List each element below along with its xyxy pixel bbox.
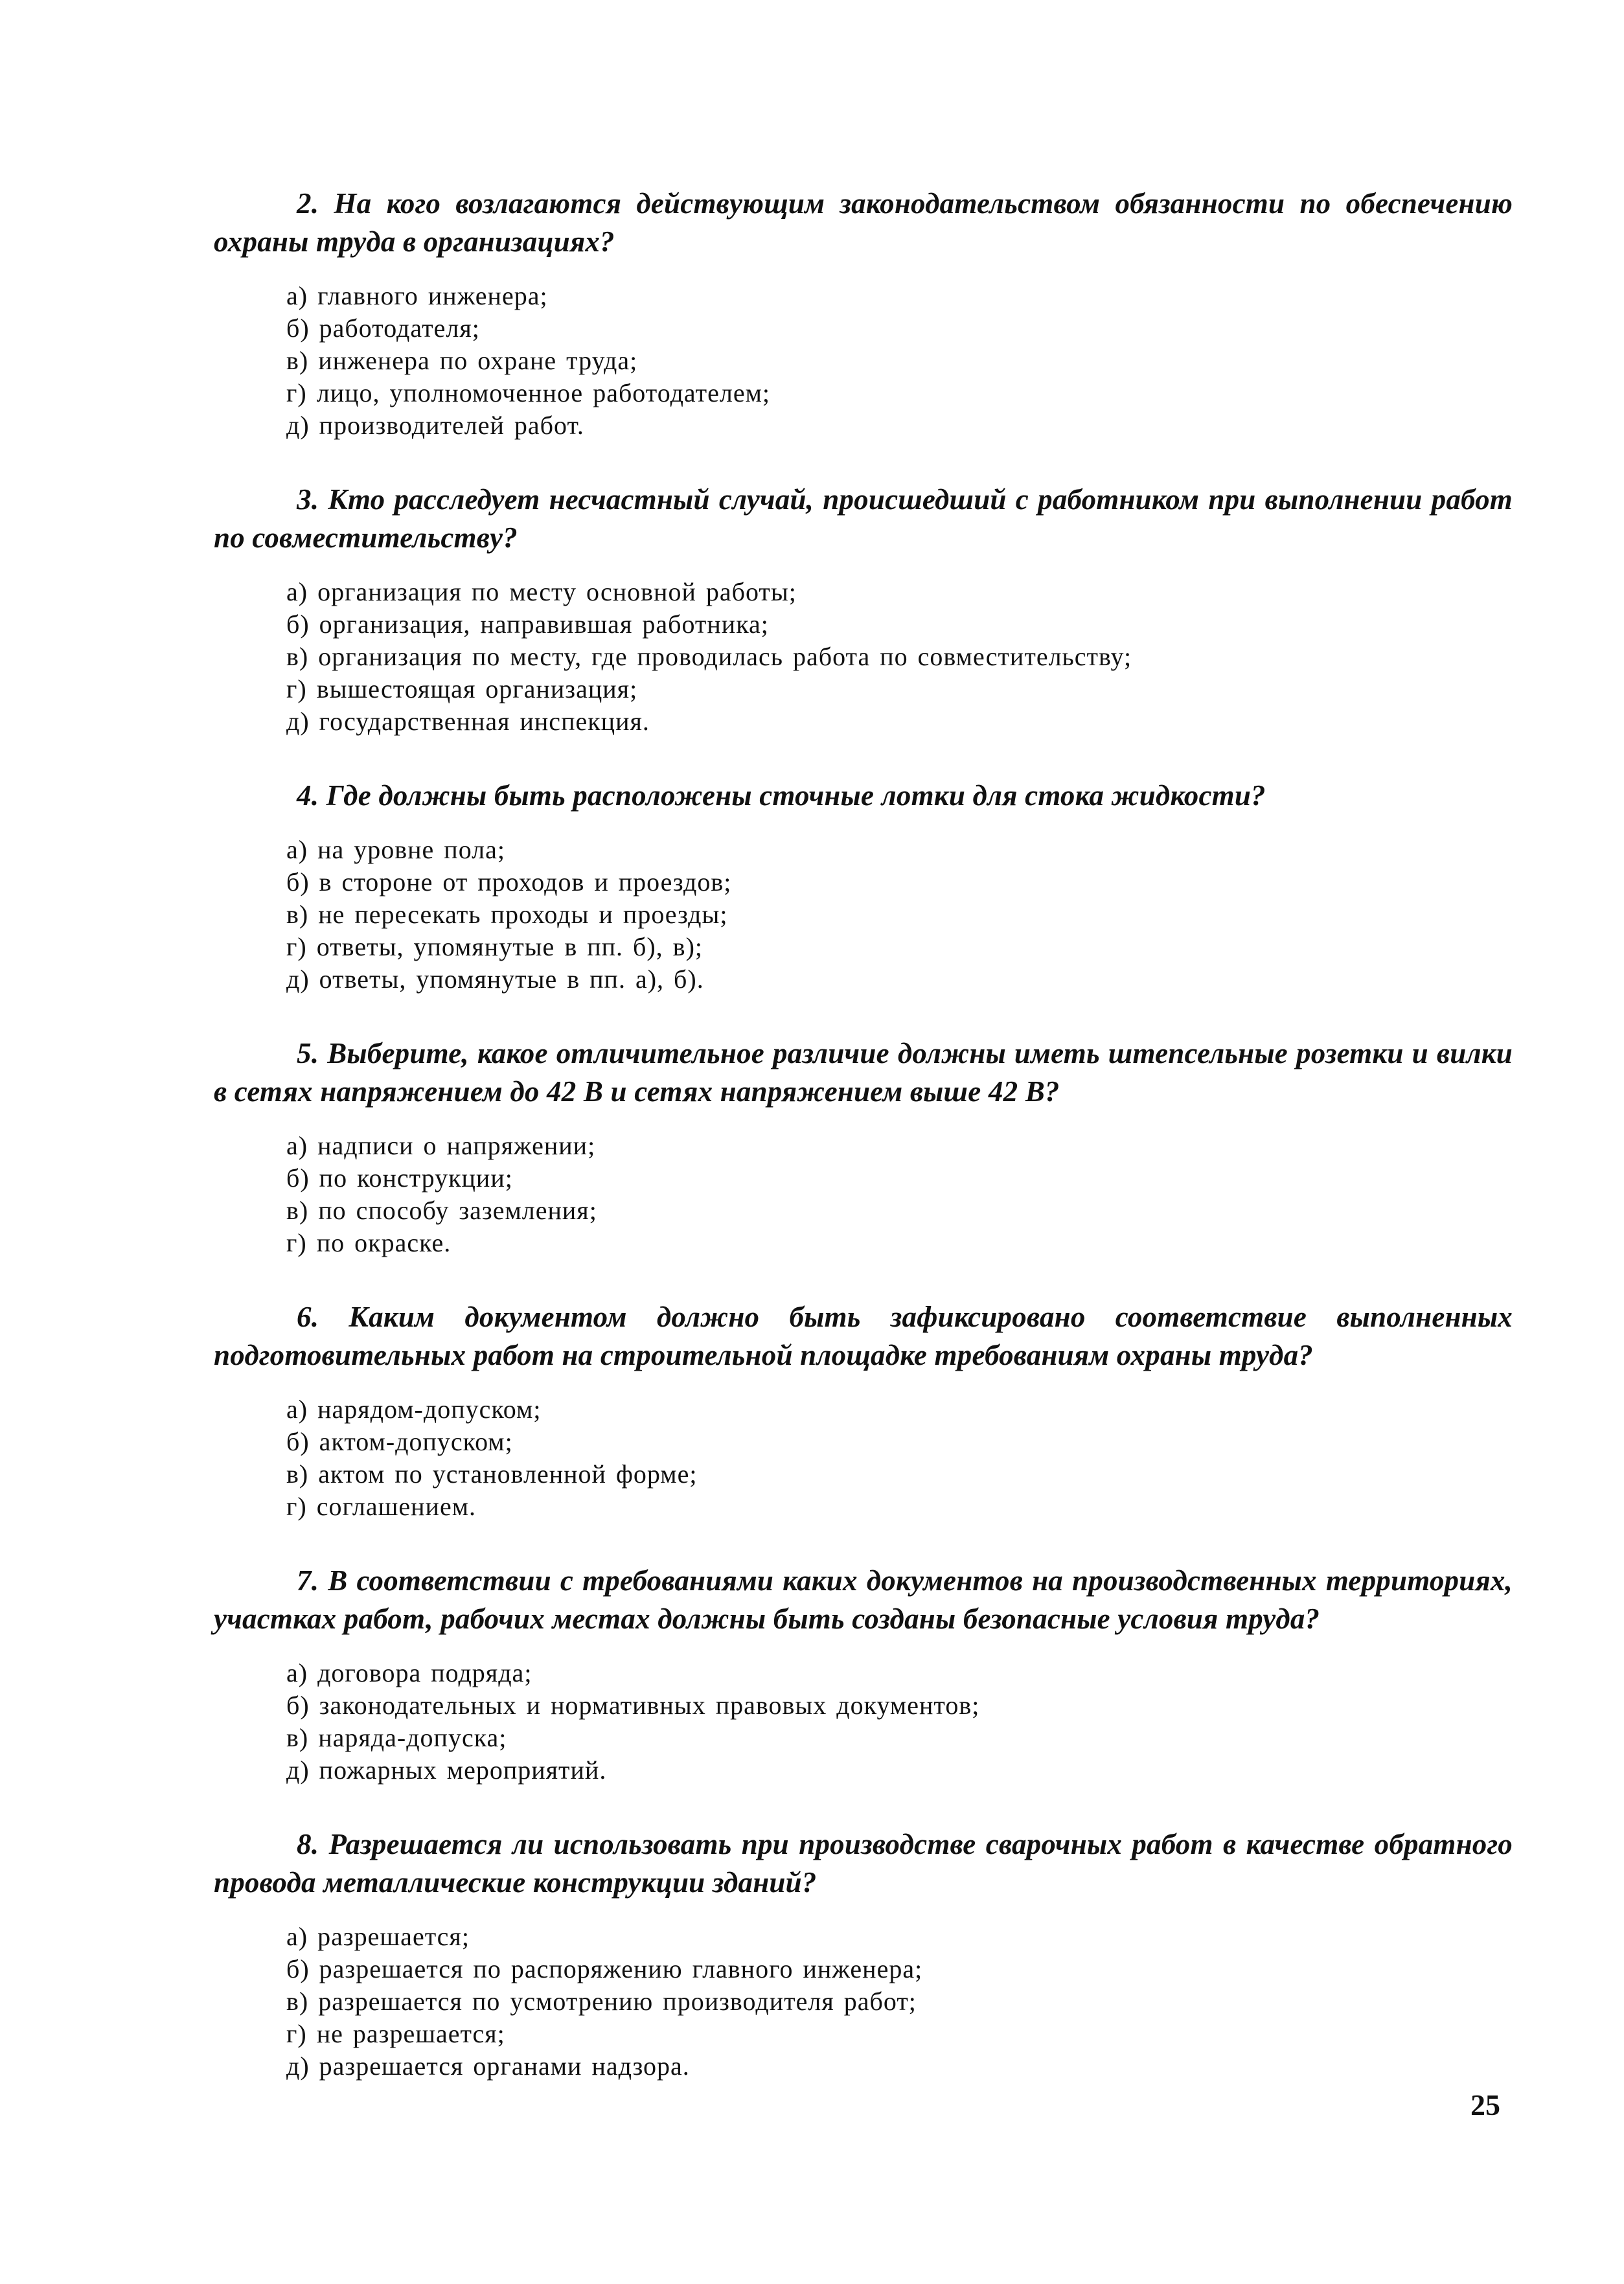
answer-option: а) разрешается; — [286, 1922, 470, 1951]
answer-list — [286, 834, 1513, 996]
answer-option: г) не разрешается; — [286, 2019, 505, 2048]
answer-list — [286, 1657, 1513, 1787]
question-4 — [214, 777, 1513, 996]
answer-list — [286, 1130, 1513, 1259]
answer-list — [286, 576, 1513, 738]
answer-option: а) договора подряда; — [286, 1658, 532, 1687]
question-6 — [214, 1298, 1513, 1523]
question-3 — [214, 481, 1513, 738]
question-text: 3. Кто расследует несчастный случай, происшедший с работником при выполнении работ по совместительству? — [214, 483, 1513, 554]
answer-option: г) по окраске. — [286, 1228, 452, 1257]
answer-option: в) по способу заземления; — [286, 1196, 597, 1225]
question-text: 4. Где должны быть расположены сточные лотки для стока жидкости? — [297, 779, 1266, 812]
question-text: 6. Каким документом должно быть зафиксировано соответствие выполненных подготовительных работ на строительной площадке требованиям охраны труда? — [214, 1301, 1513, 1371]
answer-option: в) не пересекать проходы и проезды; — [286, 900, 728, 929]
answer-option: д) пожарных мероприятий. — [286, 1755, 607, 1785]
answer-option: б) организация, направившая работника; — [286, 610, 769, 639]
answer-option: в) организация по месту, где проводилась работа по совместительству; — [286, 642, 1132, 671]
answer-option: б) работодателя; — [286, 314, 480, 343]
answer-option: г) вышестоящая организация; — [286, 674, 638, 703]
question-text: 8. Разрешается ли использовать при производстве сварочных работ в качестве обратного провода металлические конструкции зданий? — [214, 1828, 1513, 1899]
answer-option: в) актом по установленной форме; — [286, 1459, 698, 1489]
answer-option: б) в стороне от проходов и проездов; — [286, 867, 732, 896]
answer-option: д) государственная инспекция. — [286, 707, 650, 736]
answer-option: а) организация по месту основной работы; — [286, 577, 797, 606]
answer-option: б) разрешается по распоряжению главного инженера; — [286, 1954, 923, 1983]
page-number: 25 — [1470, 2088, 1500, 2121]
answer-option: д) ответы, упомянутые в пп. а), б). — [286, 965, 704, 994]
answer-option: в) инженера по охране труда; — [286, 346, 638, 375]
question-2 — [214, 185, 1513, 442]
answer-option: б) законодательных и нормативных правовых документов; — [286, 1691, 980, 1720]
answer-option: д) разрешается органами надзора. — [286, 2051, 690, 2081]
question-text: 7. В соответствии с требованиями каких документов на производственных территориях, участках работ, рабочих местах должны быть созданы безопасные условия труда? — [214, 1564, 1513, 1635]
answer-list — [286, 1393, 1513, 1523]
answer-option: г) ответы, упомянутые в пп. б), в); — [286, 932, 703, 961]
answer-option: а) надписи о напряжении; — [286, 1131, 596, 1160]
answer-option: в) наряда-допуска; — [286, 1723, 507, 1752]
answer-option: в) разрешается по усмотрению производителя работ; — [286, 1987, 917, 2016]
answer-option: а) на уровне пола; — [286, 835, 505, 864]
answer-option: д) производителей работ. — [286, 411, 584, 440]
answer-option: г) лицо, уполномоченное работодателем; — [286, 378, 771, 407]
question-5 — [214, 1034, 1513, 1259]
answer-option: б) актом-допуском; — [286, 1427, 513, 1456]
answer-option: а) нарядом-допуском; — [286, 1395, 542, 1424]
question-8 — [214, 1825, 1513, 2083]
answer-option: а) главного инженера; — [286, 281, 548, 310]
question-text: 5. Выберите, какое отличительное различие должны иметь штепсельные розетки и вилки в сетях напряжением до 42 В и сетях напряжением выше 42 В? — [214, 1037, 1513, 1108]
question-7 — [214, 1562, 1513, 1787]
answer-option: г) соглашением. — [286, 1492, 477, 1521]
answer-option: б) по конструкции; — [286, 1163, 513, 1193]
question-list — [214, 185, 1513, 2121]
answer-list — [286, 1921, 1513, 2083]
answer-list — [286, 280, 1513, 442]
question-text: 2. На кого возлагаются действующим законодательством обязанности по обеспечению охраны труда в организациях? — [214, 187, 1513, 258]
